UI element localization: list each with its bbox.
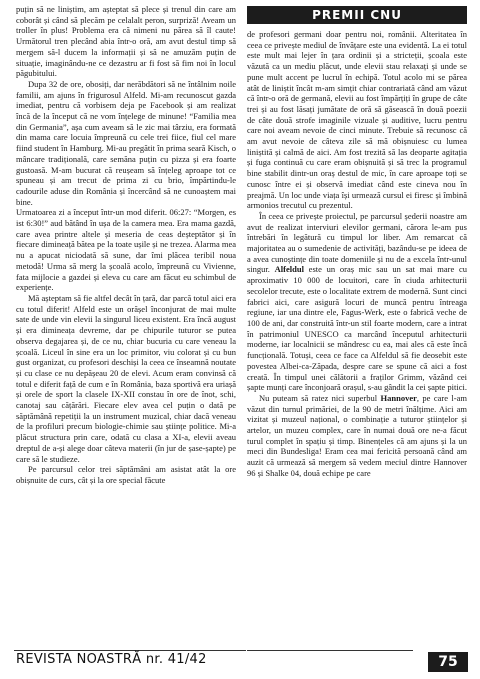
paragraph: Urmatoarea zi a început într-un mod diferit. 06:27: “Morgen, es ist 6:30!” aud bătând în ușa de la camera mea. Era mama gazdă, care avea printre altele și meseria de ceas deșteptător și în fiecare dimineață bătea pe la toate ușile și ne trezea. Alarma mea nu a apucat niciodată să sune, dar îmi plăcea teribil noua metodă! Urma să merg la școală acolo, împreună cu Vivienne, fata mijlocie a gazdei și eleva cu care am făcut eu schimbul de experiențe. xyxy=(16,207,236,293)
paragraph: puțin să ne liniștim, am așteptat să plece și trenul din care am coborât și când să plecăm pe celalalt peron, surpriză! Aveam un troller în plus! Problema era că nimeni nu părea să îl caute! Următorul tren plecând abia într-o oră, am avut destul timp să mergem să-l ducem la informații și să ne amuzăm puțin de situație, imaginându-ne ce dezastru ar fi fost să fim noi în locul păgubitului. xyxy=(16,4,236,79)
emphasis: Alfeldul xyxy=(274,264,304,275)
page-number: 75 xyxy=(428,652,468,672)
paragraph: Mă așteptam să fie altfel decât în țară, dar parcă totul aici era cu totul diferit! Alfeld este un orășel înconjurat de mai multe sate de unde vin elevii la singurul liceu existent. Era încă august și era dimineața devreme, dar pe chipurile tuturor se putea observa degajarea și, de ce nu, chiar bucuria cu care veneau la școală. Liceul în sine era un loc primitor, viu colorat și cu bun gust organizat, cu profesori deschiși la ceea ce înseamnă noutate și cu clase ce nu depășeau 20 de elevi. Acum eram convinsă că totul e diferit față de cum e în România, baza sportivă era uriașă și orele de sport la clasele IX-XII constau în ore de înot, schi, canotaj sau cățărări. Fiecare elev avea cel puțin o dată pe săptămână repetiții la un instrument muzical, chiar dacă veneau de la profiluri precum biologie-chimie sau științe politice. Mi-a plăcut structura prin care, odată cu clasa a XI-a, elevii aveau dreptul de a-și alege doar câteva materii (în jur de șase-șapte) pe care să le studieze. xyxy=(16,292,236,464)
right-column xyxy=(247,29,467,479)
left-column xyxy=(16,4,236,486)
paragraph: Nu puteam să ratez nici superbul Hannover, pe care l-am văzut din turnul primăriei, de la 90 de metri înălțime. Aici am vizitat și muzeul național, o combinație a tuturor științelor și artelor, un muzeu complex, care în numai două ore ne-a făcut turul complet în spațiu și timp. Binențeles că am ajuns și la un meci din Bundesliga! Eram cea mai fericită persoană când am auzit că urmează să mergem să vedem meciul dintre Hannover 96 și Shalke 04, două echipe pe care xyxy=(247,392,467,478)
paragraph: de profesori germani doar pentru noi, românii. Alteritatea în ceea ce privește mediul de învățare este una evidentă. La ei totul este mult mai lejer în țara ordinii și a stricteții, școala este văzută ca un mediu plăcut, unde elevii stau relaxați și unde se pune mult accent pe lucrul în echipă. Totul acolo mi se părea atât de liniștit încât m-am simțit chiar contrariată când am văzut că într-o oră de germană, elevii au fost împărțiți în grupe de câte trei și au fost lăsați jumătate de oră să găsească în două poezii de câte două strofe imaginile vizuale și auditive, lucru pentru care noi aveam nevoie de cinci minute. Trebuie să recunosc că am avut nevoie de câteva zile să mă obișnuiesc cu lumea liniștită și calmă de aici. Am fost trezită să las deoparte agitația și fuga continuă cu care eram obișnuită și să trec la programul bine stabilit dintr-un oraș destul de mic, în care aproape toți se cunosc între ei și observă imediat când este cineva nou în preajmă. Un loc unde viața își urmează cursul ei firesc și îmbină armonios trecutul cu prezentul. xyxy=(247,29,467,211)
paragraph: Pe parcursul celor trei săptămâni am asistat atât la ore obișnuite de curs, cât și la ore special făcute xyxy=(16,464,236,485)
footer-divider xyxy=(247,650,413,651)
magazine-title: REVISTA NOASTRĂ nr. 41/42 xyxy=(16,652,207,667)
footer xyxy=(14,650,246,671)
emphasis: Hannover xyxy=(380,392,417,403)
section-title-banner: PREMII CNU xyxy=(247,6,467,24)
paragraph: În ceea ce privește proiectul, pe parcursul șederii noastre am avut de realizat interviuri elevilor germani, cărora le-am pus întrebări în legătură cu timpul lor liber. Am remarcat că majoritatea au o sumedenie de activități, bazându-se pe ideea de a avea cunoștințe din toate domeniile și nu de a excela într-unul singur. Alfeldul este un oraș mic sau un sat mai mare cu aproximativ 10 000 de locuitori, care în ciuda arhitecturii secolelor trecute, este o localitate extrem de modernă. Sunt cinci fabrici aici, care asigură locuri de muncă pentru întreaga regiune, iar una dintre ele, Fagus-Werk, este o fabrică veche de 100 de ani, dar construită într-un stil foarte modern, care a intrat în patrimoniul UNESCO ca marcând începutul arhitecturii moderne, iar localnicii se mândresc cu ea, mai ales că este încă funcțională. Totuși, ceea ce face ca Alfeldul să fie deosebit este povestea Albei-ca-Zăpada, despre care se spune că aici a fost creată. În timpul unei călătorii a fraților Grimm, văzând cei șapte munți care înconjoară orașul, s-au gândit la cei șapte pitici. xyxy=(247,210,468,393)
paragraph: Dupa 32 de ore, obosiți, dar nerăbdători să ne întâlnim noile familii, am ajuns în frigurosul Alfeld. Mi-am recunoscut gazda imediat, pentru că vorbisem deja pe Facebook și am realizat încă de la început că ne vom înțelege de minune! “Familia mea din Germania”, așa cum aveam să le zic mai târziu, era formată din mama care locuia împreună cu cele trei fiice, fiul cel mare fiind student în Hamburg. Mi-au pregătit în prima seară Kisch, o mâncare tradițională, care semăna puțin cu pizza și era foarte gustoasă. M-am bucurat că reușeam să înțeleg aproape tot ce spuneau și am trecut de prima zi cu brio, împărtindu-le cadourile aduse din România și încercând să ne cunoaștem mai bine. xyxy=(16,78,236,207)
